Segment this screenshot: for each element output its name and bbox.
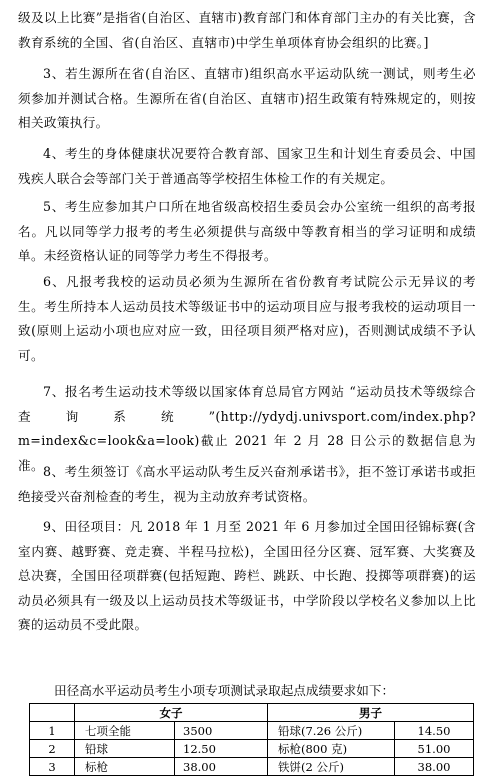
male-event: 铁饼(2 公斤) [268, 758, 395, 776]
paragraph-item-4: 4、考生的身体健康状况要符合教育部、国家卫生和计划生育委员会、中国残疾人联合会等部门关于普通高等学校招生体检工作的有关规定。 [18, 146, 476, 186]
female-event: 七项全能 [75, 722, 175, 740]
male-event: 标枪(800 克) [268, 740, 395, 758]
male-event: 铅球(7.26 公斤) [268, 722, 395, 740]
table-row [30, 722, 474, 740]
row-number: 1 [30, 722, 75, 740]
paragraph-item-8: 8、考生须签订《高水平运动队考生反兴奋剂承诺书》，拒不签订承诺书或拒绝接受兴奋剂检查的考生，视为主动放弃考试资格。 [18, 464, 476, 504]
header-male: 男子 [268, 704, 474, 722]
female-score: 38.00 [175, 758, 268, 776]
header-female: 女子 [75, 704, 268, 722]
paragraph-item-3: 3、若生源所在省(自治区、直辖市)组织高水平运动队统一测试，则考生必须参加并测试合格。生源所在省(自治区、直辖市)招生政策有特殊规定的，则按相关政策执行。 [18, 66, 476, 130]
male-score: 38.00 [395, 758, 474, 776]
row-number: 3 [30, 758, 75, 776]
paragraph-item-5: 5、考生应参加其户口所在地省级高校招生委员会办公室统一组织的高考报名。凡以同等学力报考的考生必须提供与高级中等教育相当的学习证明和成绩单。未经资格认证的同等学力考生不得报考。 [18, 199, 476, 263]
female-event: 标枪 [75, 758, 175, 776]
scores-table [29, 703, 474, 776]
header-blank-cell [30, 704, 75, 722]
row-number: 2 [30, 740, 75, 758]
female-score: 3500 [175, 722, 268, 740]
table-header-row [30, 704, 474, 722]
paragraph-item-9: 9、田径项目：凡 2018 年 1 月至 2021 年 6 月参加过全国田径锦标赛(含室内赛、越野赛、竞走赛、半程马拉松)，全国田径分区赛、冠军赛、大奖赛及总决赛，全国田径项群赛(包括短跑、跨栏、跳跃、中长跑、投掷等项群赛)的运动员必须具有一级及以上运动员技术等级证书，中学阶段以学校名义参加以上比赛的运动员不受此限。 [18, 519, 476, 632]
female-event: 铅球 [75, 740, 175, 758]
table-caption: 田径高水平运动员考生小项专项测试录取起点成绩要求如下： [54, 683, 395, 698]
male-score: 51.00 [395, 740, 474, 758]
table-row [30, 758, 474, 776]
female-score: 12.50 [175, 740, 268, 758]
paragraph-intro-continuation: 级及以上比赛”是指省(自治区、直辖市)教育部门和体育部门主办的有关比赛，含教育系统的全国、省(自治区、直辖市)中学生单项体育协会组织的比赛。] [18, 10, 476, 50]
male-score: 14.50 [395, 722, 474, 740]
paragraph-item-6: 6、凡报考我校的运动员必须为生源所在省份教育考试院公示无异议的考生。考生所持本人运动员技术等级证书中的运动项目应与报考我校的运动项目一致(原则上运动小项也应对应一致，田径项目须严格对应)，否则测试成绩不予认可。 [18, 274, 476, 363]
paragraph-item-7: 7、报名考生运动技术等级以国家体育总局官方网站 “运动员技术等级综合查询系统”(http://ydydj.univsport.com/index.php?m=index&c=look&a=look)截止 2021 年 2 月 28 日公示的数据信息为准。 [18, 384, 476, 473]
table-row [30, 740, 474, 758]
